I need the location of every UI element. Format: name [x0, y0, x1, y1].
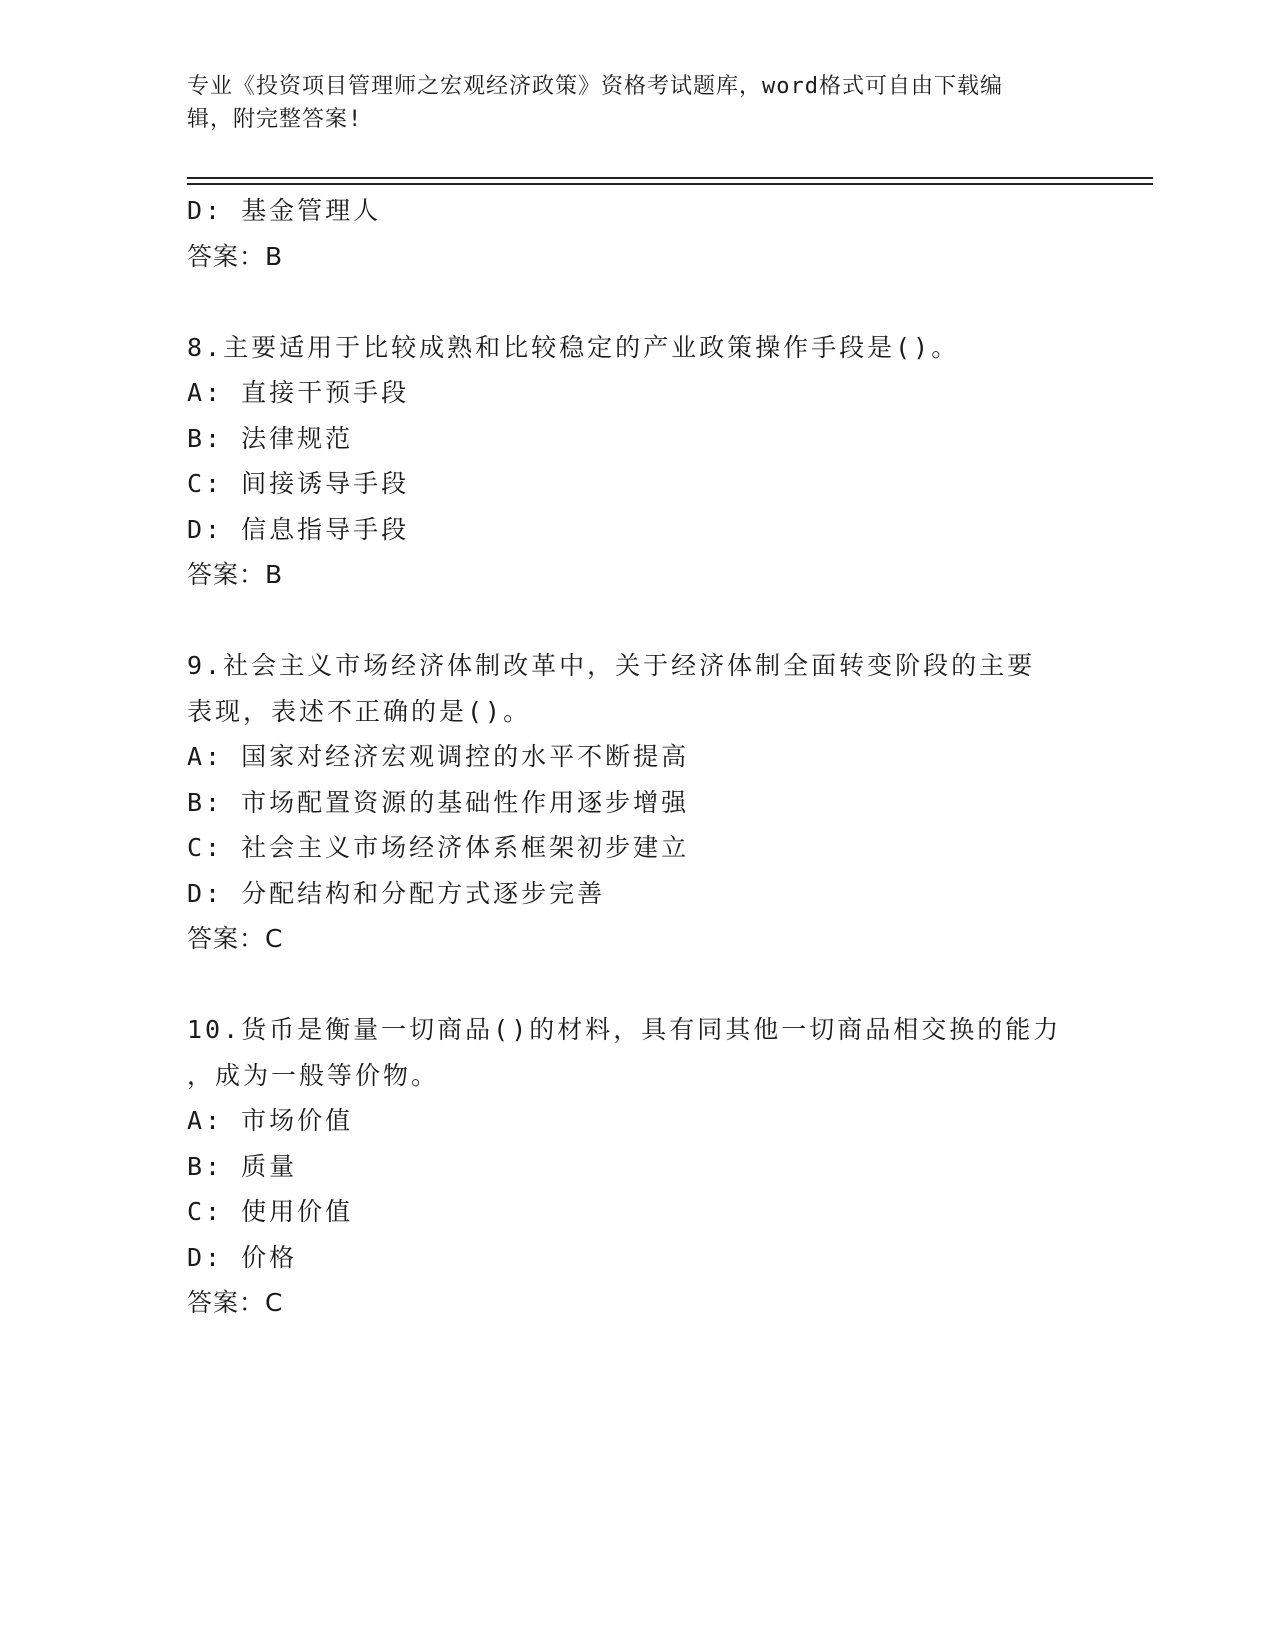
document-header: [187, 70, 1067, 136]
question-10: [187, 1007, 1087, 1326]
option-d: D: 基金管理人: [187, 196, 382, 225]
option-d: D: 价格: [187, 1242, 298, 1272]
answer-line: 答案：B: [187, 560, 284, 589]
question-9: [187, 643, 1087, 962]
option-a: A: 市场价值: [187, 1106, 354, 1135]
question-8: [187, 325, 1087, 598]
question-list: [187, 188, 1087, 1326]
question-stem-continued: 表现，表述不正确的是()。: [187, 696, 532, 726]
option-d: D: 信息指导手段: [187, 514, 410, 544]
question-stem-continued: ，成为一般等价物。: [187, 1060, 440, 1090]
header-line-2: 辑，附完整答案!: [187, 107, 363, 132]
option-a: A: 国家对经济宏观调控的水平不断提高: [187, 742, 690, 771]
option-b: B: 市场配置资源的基础性作用逐步增强: [187, 787, 690, 817]
header-divider-top: [187, 177, 1153, 179]
option-c: C: 社会主义市场经济体系框架初步建立: [187, 833, 690, 862]
question-7-tail: [187, 188, 1087, 279]
header-divider-bottom: [187, 183, 1153, 185]
question-stem: 9.社会主义市场经济体制改革中，关于经济体制全面转变阶段的主要: [187, 651, 1036, 680]
spacer: [187, 962, 1087, 1008]
option-b: B: 法律规范: [187, 423, 354, 453]
answer-line: 答案：B: [187, 241, 284, 271]
answer-line: 答案：C: [187, 924, 284, 953]
header-line-1: 专业《投资项目管理师之宏观经济政策》资格考试题库，word格式可自由下载编: [187, 74, 1003, 99]
option-b: B: 质量: [187, 1151, 298, 1181]
spacer: [187, 598, 1087, 644]
question-stem: 8.主要适用于比较成熟和比较稳定的产业政策操作手段是()。: [187, 332, 960, 362]
spacer: [187, 279, 1087, 325]
option-c: C: 间接诱导手段: [187, 469, 410, 498]
question-stem: 10.货币是衡量一切商品()的材料，具有同其他一切商品相交换的能力: [187, 1015, 1062, 1044]
option-d: D: 分配结构和分配方式逐步完善: [187, 878, 606, 908]
option-a: A: 直接干预手段: [187, 378, 410, 407]
answer-line: 答案：C: [187, 1288, 284, 1317]
option-c: C: 使用价值: [187, 1197, 354, 1226]
